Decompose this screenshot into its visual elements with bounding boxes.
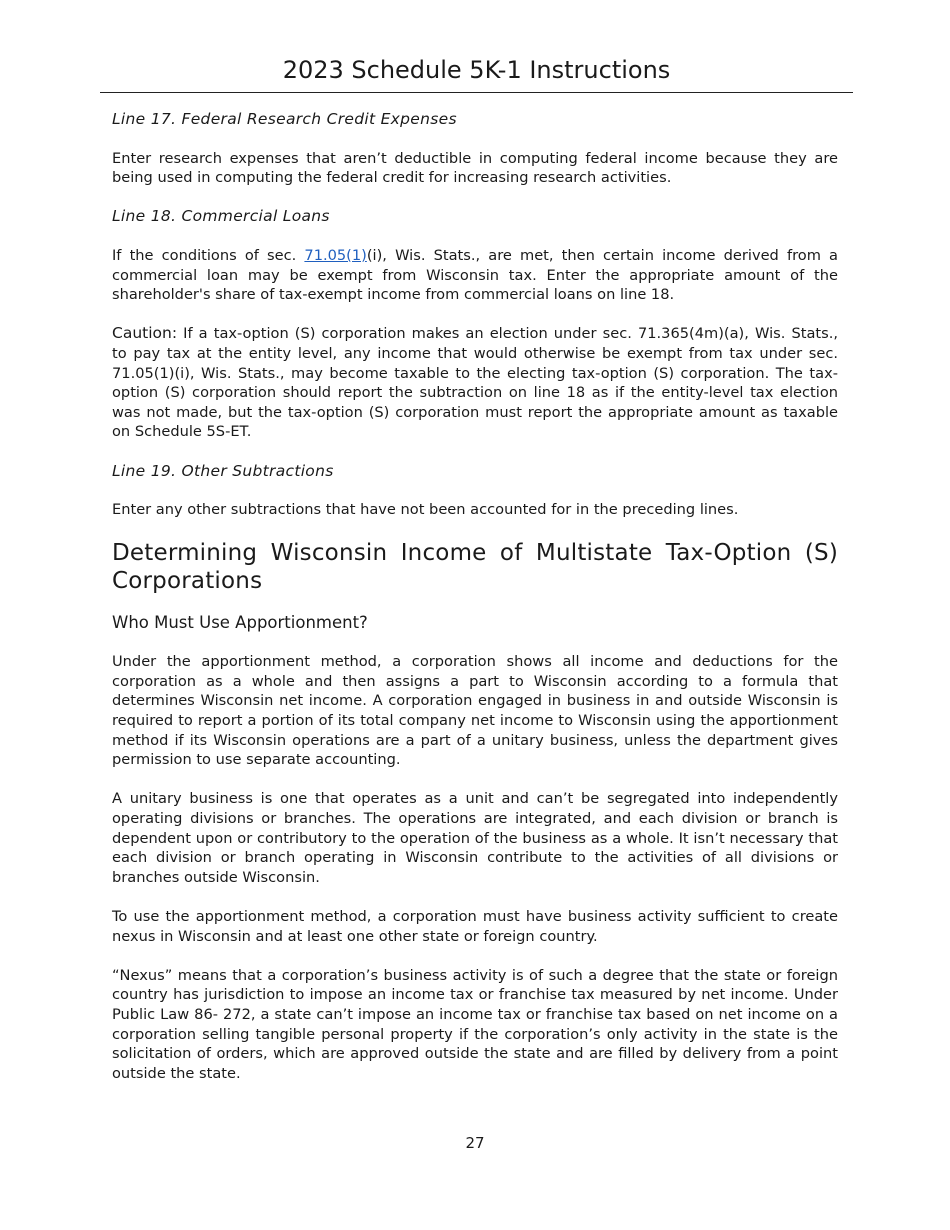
nexus-requirement-paragraph: To use the apportionment method, a corporation must have business activity sufficient to create nexus in Wisconsin and at least one other state or foreign country. [112,908,838,945]
unitary-business-paragraph: A unitary business is one that operates as a unit and can’t be segregated into independently operating divisions or branches. The operations are integrated, and each division or branch is dependent upon or contributory to the operation of the business as a whole. It isn’t necessary that each division or branch operating in Wisconsin contribute to the activities of all divisions or branches outside Wisconsin. [112,790,838,886]
section-title: Determining Wisconsin Income of Multistate Tax-Option (S) Corporations [112,540,838,595]
apportionment-paragraph: Under the apportionment method, a corporation shows all income and deductions for the corporation as a whole and then assigns a part to Wisconsin according to a formula that determines Wisconsin net income. A corporation engaged in business in and outside Wisconsin is required to report a portion of its total company net income to Wisconsin using the apportionment method if its Wisconsin operations are a part of a unitary business, unless the department gives permission to use separate accounting. [112,653,838,769]
caution-paragraph [112,324,838,442]
nexus-definition-paragraph: “Nexus” means that a corporation’s business activity is of such a degree that the state or foreign country has jurisdiction to impose an income tax or franchise tax measured by net income. Under Public Law 86- 272, a state can’t impose an income tax or franchise tax based on net income on a corporation selling tangible personal property if the corporation’s only activity in the state is the solicitation of orders, which are approved outside the state and are filled by delivery from a point outside the state. [112,966,838,1082]
page-title: 2023 Schedule 5K-1 Instructions [100,54,853,93]
section-subtitle: Who Must Use Apportionment? [112,613,368,633]
caution-label: Caution: [112,324,178,343]
document-body [112,110,838,1103]
line-18-text [112,246,838,305]
caution-text: If a tax-option (S) corporation makes an election under sec. 71.365(4m)(a), Wis. Stats., to pay tax at the entity level, any income that would otherwise be exempt from tax under sec. 71.05(1)(i), Wis. Stats., may become taxable to the electing tax-option (S) corporation. The tax-option (S) corporation should report the subtraction on line 18 as if the entity-level tax election was not made, but the tax-option (S) corporation must report the appropriate amount as taxable on Schedule 5S-ET. [112,325,838,441]
line-17-text: Enter research expenses that aren’t deductible in computing federal income because they are being used in computing the federal credit for increasing research activities. [112,149,838,187]
page-number: 27 [465,1134,485,1152]
line-18-text-end: (i), Wis. Stats., are met, then certain income derived from a commercial loan may be exempt from Wisconsin tax. Enter the appropriate amount of the shareholder's share of tax-exempt income from commercial loans on line 18. [112,246,838,304]
line-19-heading: Line 19. Other Subtractions [112,461,334,480]
line-18-text-start: If the conditions of sec. [112,246,305,264]
statute-link-71-05-1[interactable]: 71.05(1) [304,246,367,264]
line-19-text: Enter any other subtractions that have not been accounted for in the preceding lines. [112,501,739,519]
line-18-heading: Line 18. Commercial Loans [112,207,330,226]
line-17-heading: Line 17. Federal Research Credit Expenses [112,110,457,128]
